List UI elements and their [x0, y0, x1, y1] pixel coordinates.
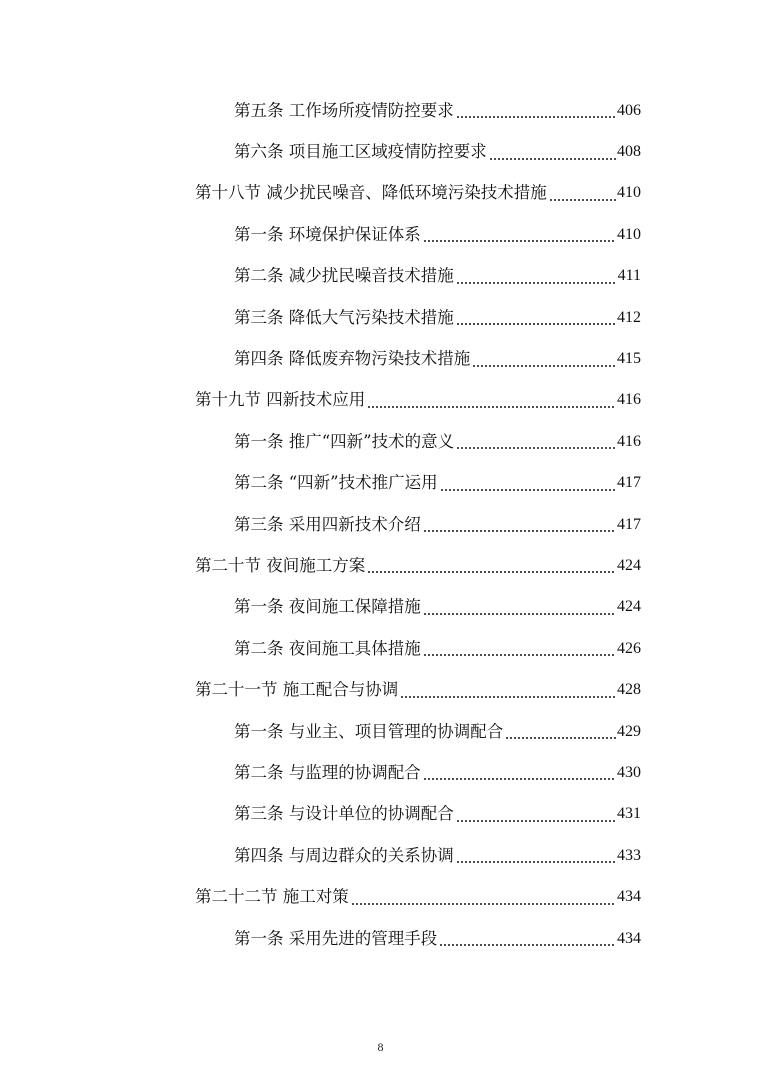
toc-entry-title: 第四条 与周边群众的关系协调	[234, 845, 454, 865]
toc-entry-page: 417	[617, 515, 641, 533]
toc-entry-page: 410	[617, 225, 641, 243]
toc-entry[interactable]	[234, 711, 641, 752]
toc-entry-page: 424	[617, 598, 641, 616]
toc-entry-page: 406	[617, 101, 641, 119]
toc-entry-title: 第二十二节 施工对策	[195, 887, 349, 907]
toc-entry-page: 410	[617, 184, 641, 202]
toc-entry[interactable]	[234, 214, 641, 255]
dot-leader	[439, 944, 616, 946]
toc-entry[interactable]	[234, 256, 641, 297]
toc-entry-page: 434	[617, 929, 641, 947]
toc-entry-page: 415	[617, 350, 641, 368]
dot-leader	[367, 571, 616, 573]
toc-section-entry[interactable]	[195, 380, 641, 421]
toc-entry-title: 第十九节 四新技术应用	[195, 390, 366, 410]
toc-entry-page: 417	[617, 474, 641, 492]
dot-leader	[489, 158, 616, 160]
toc-entry-title: 第二条 与监理的协调配合	[234, 762, 421, 782]
toc-entry[interactable]	[234, 835, 641, 876]
table-of-contents	[0, 90, 761, 959]
toc-entry-page: 434	[617, 888, 641, 906]
toc-entry[interactable]	[234, 131, 641, 172]
toc-entry-title: 第二条 “四新”技术推广运用	[234, 473, 438, 493]
toc-entry-title: 第一条 与业主、项目管理的协调配合	[234, 721, 504, 741]
dot-leader	[505, 737, 616, 739]
toc-entry-page: 431	[617, 805, 641, 823]
toc-entry-title: 第四条 降低废弃物污染技术措施	[234, 349, 471, 369]
toc-entry[interactable]	[234, 90, 641, 131]
toc-entry-page: 408	[617, 143, 641, 161]
toc-entry[interactable]	[234, 752, 641, 793]
dot-leader	[423, 530, 616, 532]
toc-entry-title: 第三条 采用四新技术介绍	[234, 514, 421, 534]
toc-section-entry[interactable]	[195, 876, 641, 917]
toc-entry-title: 第一条 环境保护保证体系	[234, 224, 421, 244]
toc-entry-title: 第十八节 减少扰民噪音、降低环境污染技术措施	[195, 183, 547, 203]
toc-section-entry[interactable]	[195, 545, 641, 586]
dot-leader	[440, 489, 616, 491]
dot-leader	[423, 778, 616, 780]
toc-section-entry[interactable]	[195, 669, 641, 710]
toc-entry-page: 416	[617, 391, 641, 409]
toc-entry-page: 430	[617, 763, 641, 781]
dot-leader	[423, 613, 616, 615]
toc-entry-page: 416	[617, 432, 641, 450]
toc-entry-title: 第二十节 夜间施工方案	[195, 555, 366, 575]
toc-entry-page: 433	[617, 846, 641, 864]
toc-entry-page: 428	[617, 681, 641, 699]
toc-entry[interactable]	[234, 338, 641, 379]
dot-leader	[367, 406, 616, 408]
toc-entry-title: 第一条 夜间施工保障措施	[234, 597, 421, 617]
dot-leader	[456, 820, 616, 822]
toc-entry[interactable]	[234, 628, 641, 669]
toc-entry-title: 第五条 工作场所疫情防控要求	[234, 100, 454, 120]
toc-entry[interactable]	[234, 794, 641, 835]
toc-entry-title: 第二十一节 施工配合与协调	[195, 680, 399, 700]
dot-leader	[423, 654, 616, 656]
toc-entry[interactable]	[234, 421, 641, 462]
dot-leader	[456, 282, 617, 284]
dot-leader	[456, 447, 616, 449]
toc-entry[interactable]	[234, 918, 641, 959]
toc-entry[interactable]	[234, 297, 641, 338]
toc-entry-title: 第二条 减少扰民噪音技术措施	[234, 266, 454, 286]
dot-leader	[456, 323, 616, 325]
toc-entry-page: 412	[617, 308, 641, 326]
dot-leader	[472, 365, 616, 367]
toc-entry-title: 第三条 降低大气污染技术措施	[234, 307, 454, 327]
toc-entry[interactable]	[234, 463, 641, 504]
page-number: 8	[377, 1040, 384, 1054]
toc-entry-title: 第六条 项目施工区域疫情防控要求	[234, 142, 487, 162]
toc-entry-page: 429	[617, 722, 641, 740]
dot-leader	[423, 240, 616, 242]
toc-entry-page: 426	[617, 639, 641, 657]
dot-leader	[549, 199, 616, 201]
toc-entry[interactable]	[234, 504, 641, 545]
dot-leader	[400, 696, 616, 698]
dot-leader	[456, 861, 616, 863]
toc-entry-title: 第一条 推广“四新”技术的意义	[234, 431, 455, 451]
toc-entry-title: 第二条 夜间施工具体措施	[234, 638, 421, 658]
toc-section-entry[interactable]	[195, 173, 641, 214]
toc-entry-title: 第一条 采用先进的管理手段	[234, 928, 438, 948]
toc-entry[interactable]	[234, 587, 641, 628]
dot-leader	[351, 903, 616, 905]
toc-entry-page: 411	[617, 267, 641, 285]
toc-entry-page: 424	[617, 556, 641, 574]
toc-entry-title: 第三条 与设计单位的协调配合	[234, 804, 454, 824]
dot-leader	[456, 116, 616, 118]
